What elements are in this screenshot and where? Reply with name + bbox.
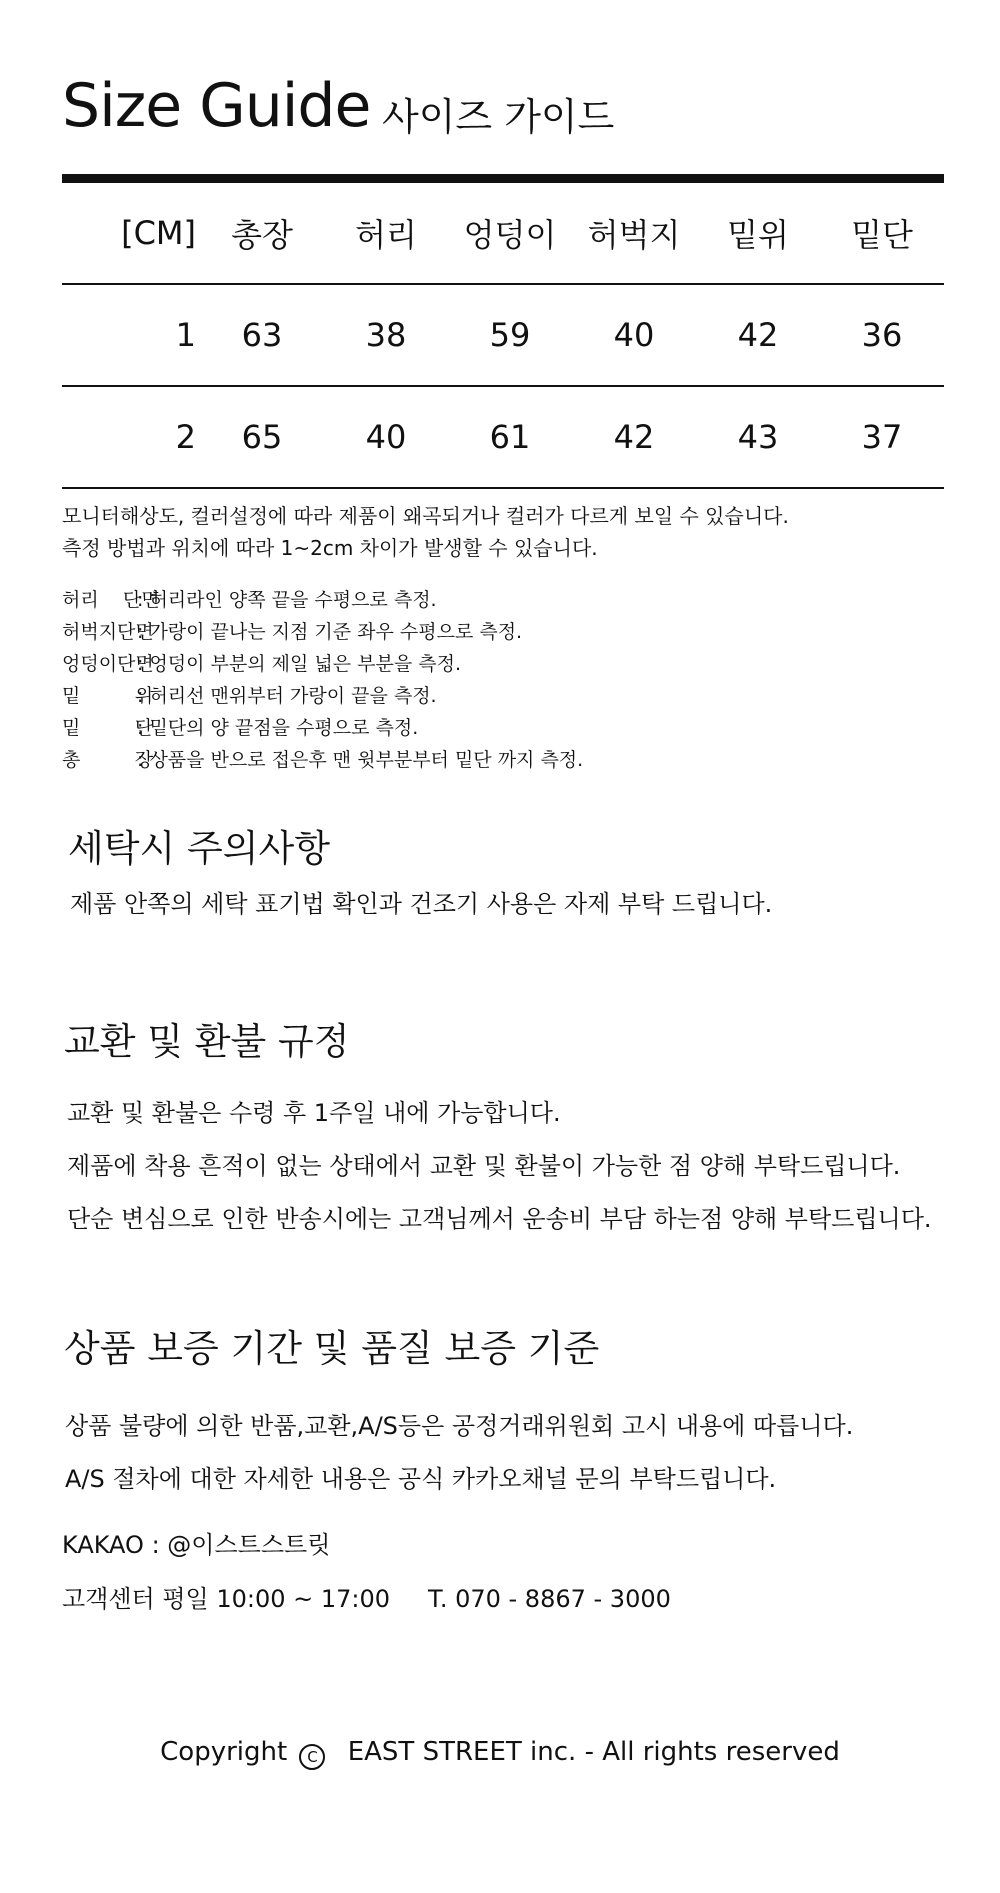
phone-number: T. 070 - 8867 - 3000 bbox=[428, 1585, 671, 1613]
table-cell: 42 bbox=[613, 418, 655, 456]
measurement-row bbox=[62, 616, 583, 648]
footer bbox=[0, 1737, 1000, 1770]
measurement-desc: : 가랑이 끝나는 지점 기준 좌우 수평으로 측정. bbox=[137, 621, 523, 643]
warranty-line: A/S 절차에 대한 자세한 내용은 공식 카카오채널 문의 부탁드립니다. bbox=[65, 1465, 777, 1493]
measurement-row bbox=[62, 648, 583, 680]
measurement-row bbox=[62, 584, 583, 616]
copyright-label: Copyright bbox=[160, 1737, 288, 1767]
measurement-desc: : 밑단의 양 끝점을 수평으로 측정. bbox=[137, 717, 419, 739]
measurement-desc: : 엉덩이 부분의 제일 넓은 부분을 측정. bbox=[137, 653, 461, 675]
table-cell: 1 bbox=[175, 316, 196, 354]
kakao-contact: KAKAO : @이스트스트릿 bbox=[62, 1531, 331, 1559]
table-cell: 2 bbox=[175, 418, 196, 456]
measurement-label: 허리 단면 bbox=[62, 589, 160, 611]
column-header: 엉덩이 bbox=[463, 216, 557, 254]
table-cell: 38 bbox=[365, 316, 407, 354]
exchange-line: 교환 및 환불은 수령 후 1주일 내에 가능합니다. bbox=[67, 1099, 561, 1127]
measurement-desc: : 상품을 반으로 접은후 맨 윗부분부터 밑단 까지 측정. bbox=[137, 749, 584, 771]
measurement-desc: : 허리선 맨위부터 가랑이 끝을 측정. bbox=[137, 685, 437, 707]
table-cell: 36 bbox=[861, 316, 903, 354]
measurement-label: 밑 단 bbox=[62, 717, 154, 739]
column-header: 허리 bbox=[355, 216, 417, 254]
note-line: 모니터해상도, 컬러설정에 따라 제품이 왜곡되거나 컬러가 다르게 보일 수 있습니다. bbox=[62, 504, 789, 528]
column-header: 밑단 bbox=[851, 216, 913, 254]
column-header: 허벅지 bbox=[587, 216, 681, 254]
table-cell: 63 bbox=[241, 316, 283, 354]
header-divider bbox=[62, 174, 944, 183]
table-cell: 65 bbox=[241, 418, 283, 456]
table-header-row bbox=[62, 183, 944, 284]
table-cell: 59 bbox=[489, 316, 531, 354]
measurement-label: 밑 위 bbox=[62, 685, 154, 707]
size-table bbox=[62, 183, 944, 489]
washing-body: 제품 안쪽의 세탁 표기법 확인과 건조기 사용은 자제 부탁 드립니다. bbox=[70, 890, 773, 918]
measurement-label: 총 장 bbox=[62, 749, 154, 771]
table-cell: 61 bbox=[489, 418, 531, 456]
measurement-desc: : 허리라인 양쪽 끝을 수평으로 측정. bbox=[137, 589, 437, 611]
exchange-line: 제품에 착용 흔적이 없는 상태에서 교환 및 환불이 가능한 점 양해 부탁드립니다. bbox=[67, 1152, 901, 1180]
table-cell: 40 bbox=[365, 418, 407, 456]
column-header: [CM] bbox=[121, 214, 196, 252]
table-cell: 40 bbox=[613, 316, 655, 354]
copyright-icon: C bbox=[299, 1744, 325, 1770]
table-cell: 37 bbox=[861, 418, 903, 456]
measurement-row bbox=[62, 744, 583, 776]
table-row bbox=[62, 386, 944, 488]
washing-title: 세탁시 주의사항 bbox=[68, 827, 330, 870]
table-cell: 43 bbox=[737, 418, 779, 456]
page-subtitle: 사이즈 가이드 bbox=[382, 95, 615, 139]
table-row bbox=[62, 284, 944, 386]
table-cell: 42 bbox=[737, 316, 779, 354]
note-line: 측정 방법과 위치에 따라 1~2cm 차이가 발생할 수 있습니다. bbox=[62, 536, 598, 560]
measurement-row bbox=[62, 680, 583, 712]
warranty-title: 상품 보증 기간 및 품질 보증 기준 bbox=[64, 1327, 600, 1370]
warranty-line: 상품 불량에 의한 반품,교환,A/S등은 공정거래위원회 고시 내용에 따릅니다. bbox=[65, 1412, 854, 1440]
measurement-guide bbox=[62, 584, 583, 776]
copyright-company: EAST STREET inc. - All rights reserved bbox=[347, 1737, 840, 1767]
column-header: 총장 bbox=[231, 216, 293, 254]
exchange-title: 교환 및 환불 규정 bbox=[64, 1020, 350, 1063]
exchange-line: 단순 변심으로 인한 반송시에는 고객님께서 운송비 부담 하는점 양해 부탁드립니다. bbox=[67, 1205, 932, 1233]
column-header: 밑위 bbox=[727, 216, 789, 254]
page-title: Size Guide bbox=[62, 71, 371, 141]
disclaimer-notes bbox=[62, 500, 789, 564]
service-hours: 고객센터 평일 10:00 ~ 17:00 bbox=[62, 1585, 391, 1613]
measurement-label: 허벅지단면 bbox=[62, 621, 154, 643]
measurement-label: 엉덩이단면 bbox=[62, 653, 154, 675]
measurement-row bbox=[62, 712, 583, 744]
